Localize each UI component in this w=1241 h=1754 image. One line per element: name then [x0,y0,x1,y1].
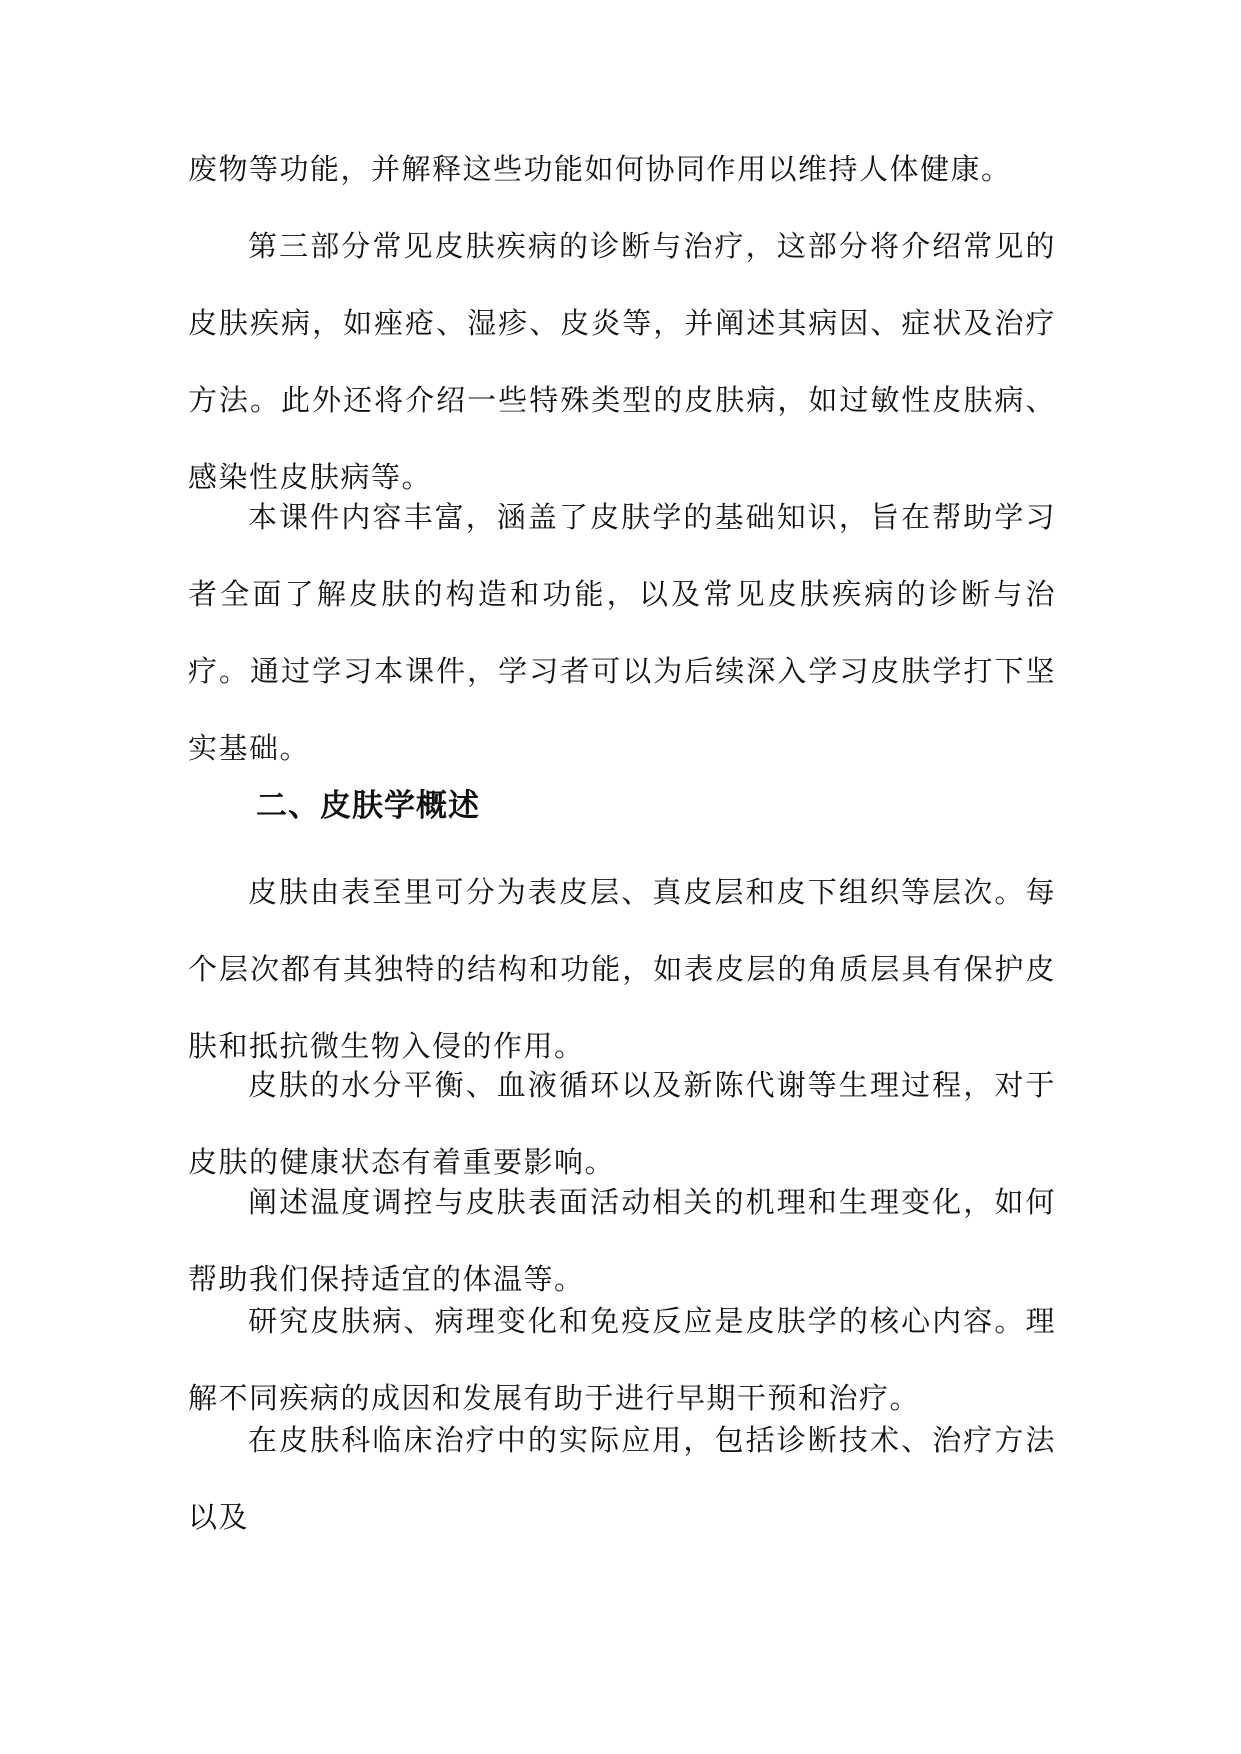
paragraph-physiology: 皮肤的水分平衡、血液循环以及新陈代谢等生理过程，对于皮肤的健康状态有着重要影响。 [188,1068,1056,1179]
paragraph-summary: 本课件内容丰富，涵盖了皮肤学的基础知识，旨在帮助学习者全面了解皮肤的构造和功能，以及常见皮肤疾病的诊断与治疗。通过学习本课件，学习者可以为后续深入学习皮肤学打下坚实基础。 [188,500,1056,765]
section-heading: 二、皮肤学概述 [256,788,480,824]
paragraph-skin-layers: 皮肤由表至里可分为表皮层、真皮层和皮下组织等层次。每个层次都有其独特的结构和功能，如表皮层的角质层具有保护皮肤和抵抗微生物入侵的作用。 [188,875,1056,1063]
paragraph-part-three: 第三部分常见皮肤疾病的诊断与治疗，这部分将介绍常见的皮肤疾病，如痤疮、湿疹、皮炎等，并阐述其病因、症状及治疗方法。此外还将介绍一些特殊类型的皮肤病，如过敏性皮肤病、感染性皮肤病等。 [188,229,1056,494]
paragraph-pathology: 研究皮肤病、病理变化和免疫反应是皮肤学的核心内容。理解不同疾病的成因和发展有助于进行早期干预和治疗。 [188,1304,1056,1415]
paragraph-continuation: 废物等功能，并解释这些功能如何协同作用以维持人体健康。 [188,152,1012,186]
paragraph-temperature: 阐述温度调控与皮肤表面活动相关的机理和生理变化，如何帮助我们保持适宜的体温等。 [188,1185,1056,1296]
paragraph-clinical: 在皮肤科临床治疗中的实际应用，包括诊断技术、治疗方法以及 [188,1423,1056,1534]
